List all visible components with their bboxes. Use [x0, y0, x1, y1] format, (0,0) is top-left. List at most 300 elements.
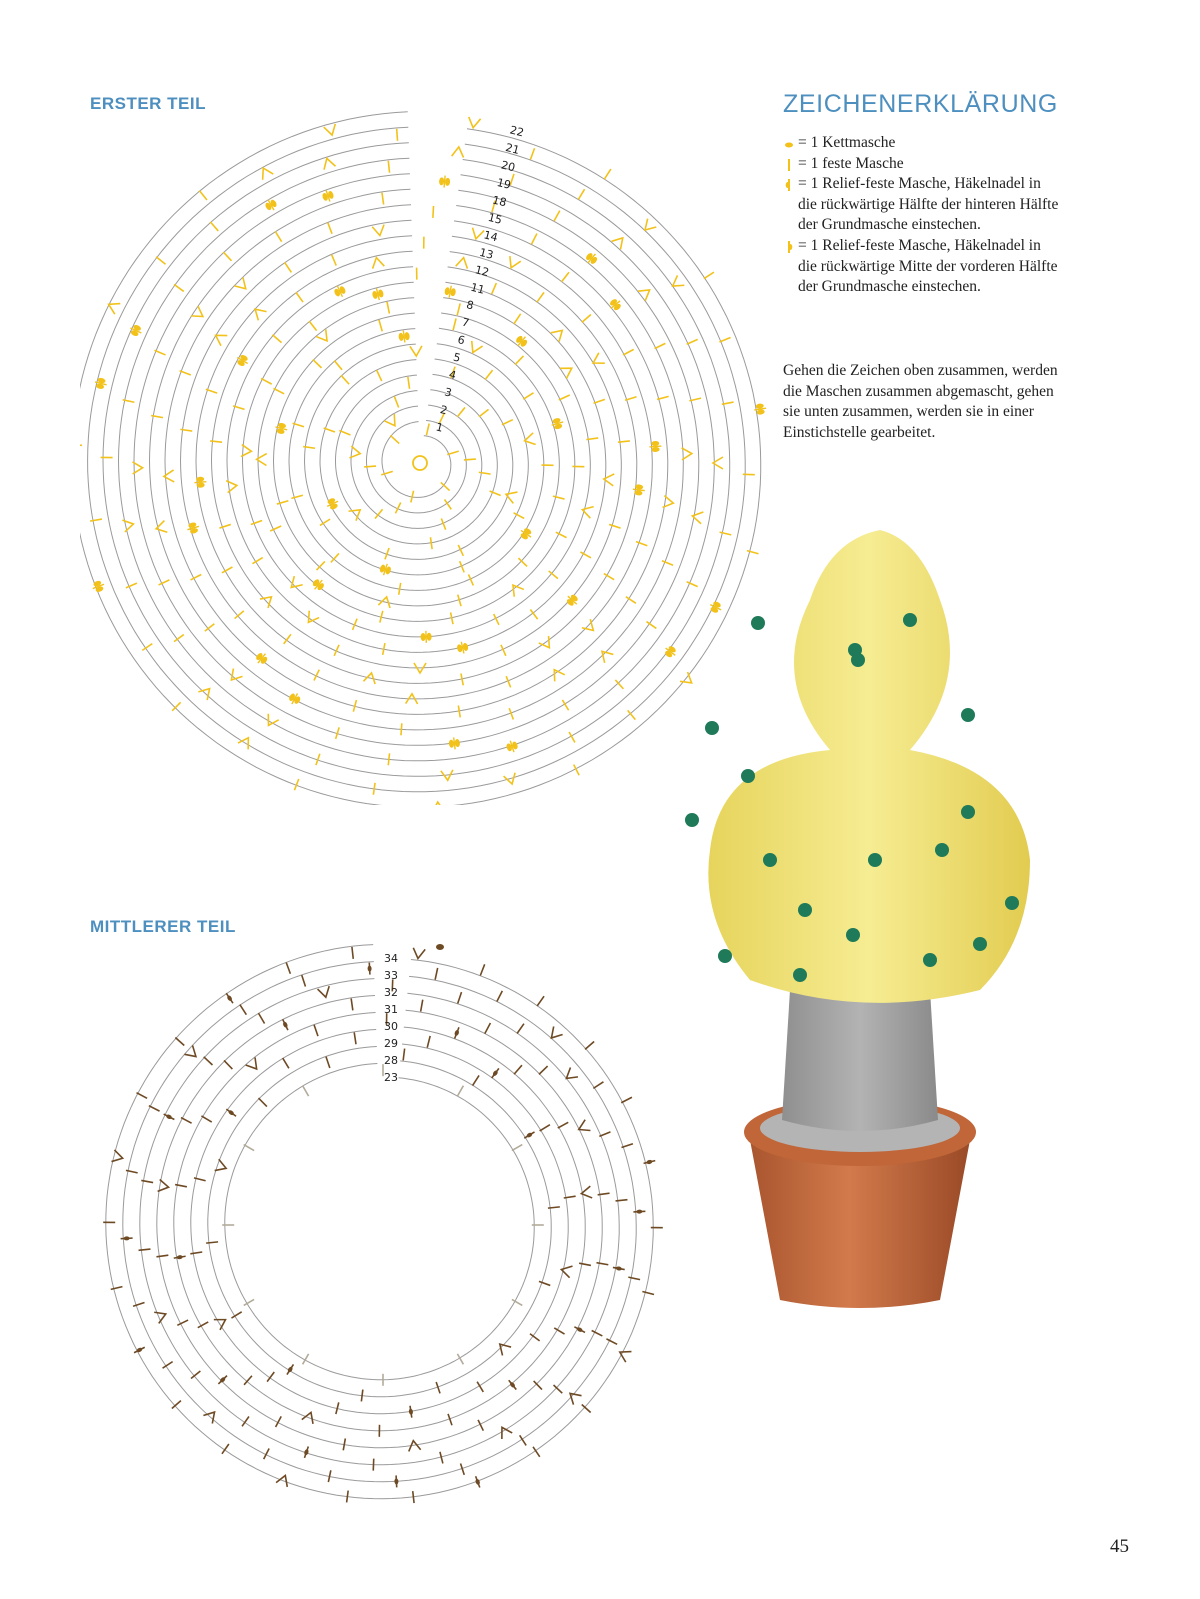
round-label: 20	[499, 158, 517, 175]
photo-crochet-tree	[680, 520, 1060, 1320]
legend-item-relief-hinten	[783, 174, 1063, 236]
inc-stitch	[566, 1389, 581, 1405]
chart1-stitches	[80, 117, 767, 805]
single-stitch	[539, 1066, 548, 1074]
dec-stitch	[551, 326, 566, 342]
bobble-stitch	[662, 644, 678, 660]
single-stitch	[464, 459, 476, 460]
inc-stitch	[318, 986, 332, 999]
single-stitch	[457, 303, 460, 315]
relief-stitch	[507, 1379, 518, 1391]
round-label: 19	[495, 175, 513, 192]
inc-stitch	[276, 1473, 291, 1487]
legend-list	[783, 133, 1063, 298]
single-stitch	[492, 283, 497, 294]
knot	[1005, 896, 1019, 910]
single-stitch	[80, 445, 82, 446]
round-ring	[227, 267, 606, 653]
inc-stitch	[598, 647, 614, 663]
section-title-erster-teil: ERSTER TEIL	[90, 94, 207, 113]
knot	[751, 616, 765, 630]
round-ring	[196, 236, 637, 684]
single-stitch	[625, 397, 636, 401]
single-stitch	[480, 964, 484, 975]
relief-stitch	[408, 1405, 414, 1417]
single-stitch	[377, 370, 382, 381]
single-stitch	[397, 129, 398, 141]
inc-stitch	[372, 225, 386, 237]
dec-stitch	[539, 636, 555, 651]
bobble-stitch	[607, 297, 623, 313]
single-stitch	[562, 272, 569, 281]
round-label: 3	[443, 385, 454, 400]
inc-stitch	[302, 1410, 317, 1424]
single-stitch	[594, 399, 605, 403]
foliage	[708, 530, 1030, 1003]
single-stitch	[291, 495, 303, 498]
single-stitch	[314, 1025, 318, 1036]
single-stitch	[361, 1390, 362, 1402]
single-stitch	[394, 396, 398, 407]
relief-stitch	[225, 992, 235, 1004]
dec-stitch	[663, 496, 675, 509]
round-label: 8	[464, 298, 475, 313]
single-stitch	[285, 262, 292, 272]
single-stitch	[277, 501, 289, 504]
single-stitch	[421, 1000, 423, 1012]
dec-stitch	[263, 714, 278, 729]
single-stitch	[190, 1252, 202, 1254]
single-stitch	[413, 1491, 414, 1503]
inc-stitch	[238, 735, 253, 750]
dec-stitch	[452, 146, 465, 157]
round-label: 31	[384, 1003, 398, 1016]
single-stitch	[347, 1491, 349, 1503]
single-stitch	[458, 705, 460, 717]
single-stitch	[604, 169, 611, 179]
round-ring	[165, 205, 668, 715]
single-stitch	[558, 1122, 568, 1128]
round-ring	[140, 979, 619, 1465]
section-title-mittlerer-teil: MITTLERER TEIL	[90, 917, 236, 936]
single-stitch	[502, 420, 513, 425]
single-stitch	[364, 466, 376, 467]
round-ring	[289, 329, 544, 591]
single-stitch	[261, 378, 272, 384]
dec-stitch	[638, 285, 653, 301]
bobble-stitch	[444, 285, 457, 299]
bobble-stitch	[448, 737, 460, 750]
round-ring	[181, 220, 653, 699]
single-stitch	[139, 1249, 151, 1250]
single-stitch	[341, 375, 349, 384]
single-stitch	[479, 409, 488, 416]
single-stitch	[408, 377, 410, 389]
round-ring	[258, 298, 575, 622]
round-label: 11	[469, 280, 487, 297]
single-stitch	[328, 223, 332, 234]
round-ring	[123, 962, 636, 1482]
single-stitch	[390, 435, 399, 443]
single-stitch	[313, 360, 322, 368]
single-stitch	[111, 1287, 123, 1290]
relief-stitch	[285, 1363, 295, 1375]
single-stitch	[485, 1023, 491, 1034]
single-stitch	[399, 583, 401, 595]
single-stitch	[599, 1132, 610, 1137]
single-stitch	[272, 335, 281, 343]
round-label: 29	[384, 1037, 398, 1050]
single-stitch	[210, 441, 222, 442]
dec-stitch	[582, 619, 598, 635]
single-stitch	[309, 321, 316, 330]
inc-stitch	[432, 802, 445, 805]
single-stitch	[199, 191, 207, 200]
inc-stitch	[226, 480, 237, 493]
single-stitch	[517, 1024, 524, 1034]
single-stitch	[687, 339, 698, 344]
dec-stitch	[456, 256, 470, 268]
round-ring	[305, 344, 529, 575]
single-stitch	[582, 314, 591, 322]
single-stitch	[433, 206, 434, 218]
single-stitch	[223, 252, 231, 261]
bobble-stitch	[398, 330, 410, 343]
inc-stitch	[246, 1057, 262, 1072]
single-stitch	[479, 472, 491, 474]
magic-ring-icon	[413, 456, 427, 470]
knot	[868, 853, 882, 867]
single-stitch	[531, 234, 536, 245]
knot	[741, 769, 755, 783]
single-stitch	[258, 1098, 266, 1107]
round-ring	[119, 158, 715, 761]
single-stitch	[258, 1013, 264, 1023]
single-stitch	[537, 996, 544, 1006]
relief-stitch	[453, 1027, 461, 1040]
knot	[961, 708, 975, 722]
legend-item-feste-masche	[783, 154, 1063, 175]
inc-stitch	[523, 433, 535, 447]
single-stitch	[379, 320, 382, 332]
knot	[718, 949, 732, 963]
round-ring	[191, 1030, 568, 1414]
chart1-rings	[80, 112, 761, 805]
single-stitch	[655, 343, 666, 348]
inc-stitch	[580, 1186, 592, 1199]
inc-stitch	[260, 592, 275, 608]
relief-vorne-icon	[783, 238, 797, 254]
round-label: 22	[508, 123, 526, 140]
knot	[846, 928, 860, 942]
relief-stitch	[490, 1067, 500, 1079]
round-label: 6	[456, 333, 467, 348]
single-stitch	[530, 1334, 540, 1341]
single-stitch	[514, 1065, 522, 1074]
bobble-stitch	[505, 739, 519, 754]
bobble-stitch	[332, 284, 347, 300]
kettmasche-icon	[783, 135, 797, 151]
single-stitch	[156, 257, 165, 264]
single-stitch	[461, 674, 463, 686]
single-stitch	[579, 1263, 591, 1265]
round-ring	[103, 140, 730, 777]
inc-stitch	[324, 124, 338, 137]
single-stitch	[302, 975, 306, 986]
single-stitch	[174, 635, 184, 642]
single-stitch	[621, 1097, 632, 1102]
dec-stitch	[504, 773, 518, 786]
legend-text: = 1 Relief-feste Masche, Häkelnadel in die rückwärtige Mitte der vorderen Hälfte der Grundmasche einstechen.	[798, 236, 1058, 296]
knot	[798, 903, 812, 917]
single-stitch	[133, 1303, 144, 1307]
inc-stitch	[203, 1408, 219, 1423]
single-stitch	[181, 1118, 192, 1124]
relief-stitch	[173, 1254, 185, 1260]
bobble-stitch	[584, 250, 600, 266]
relief-stitch	[217, 1374, 228, 1385]
kettmasche-icon	[436, 944, 444, 950]
single-stitch	[334, 361, 342, 370]
single-stitch	[704, 272, 714, 279]
single-stitch	[593, 1082, 603, 1089]
single-stitch	[559, 395, 570, 400]
bobble-stitch	[194, 476, 207, 488]
inc-stitch	[508, 581, 524, 596]
single-stitch	[540, 1125, 550, 1131]
dec-stitch	[287, 576, 303, 592]
single-stitch	[339, 430, 350, 434]
bobble-stitch	[91, 579, 106, 594]
round-label: 14	[482, 228, 500, 245]
single-stitch	[585, 1041, 594, 1049]
round-label: 1	[434, 420, 445, 435]
single-stitch	[180, 371, 191, 375]
single-stitch	[512, 1145, 522, 1151]
single-stitch	[497, 991, 502, 1002]
single-stitch	[275, 232, 281, 242]
dec-stitch	[251, 305, 266, 321]
single-stitch	[553, 496, 565, 499]
single-stitch	[628, 1277, 640, 1279]
knot	[851, 653, 865, 667]
dec-stitch	[227, 668, 243, 683]
round-label: 18	[491, 193, 508, 210]
single-stitch	[283, 1058, 289, 1068]
inc-stitch	[316, 329, 332, 344]
single-stitch	[523, 393, 533, 399]
bobble-stitch	[550, 417, 565, 431]
single-stitch	[244, 1145, 254, 1151]
single-stitch	[381, 471, 392, 475]
single-stitch	[156, 1255, 168, 1257]
single-stitch	[286, 962, 290, 973]
single-stitch	[537, 292, 544, 302]
round-label: 4	[447, 367, 458, 383]
legend-heading: ZEICHENERKLÄRUNG	[783, 90, 1058, 118]
single-stitch	[296, 292, 303, 302]
chart-erster-teil	[80, 105, 780, 805]
relief-stitch	[394, 1475, 399, 1487]
round-label: 13	[477, 245, 495, 262]
round-label: 7	[460, 315, 471, 330]
inc-stitch	[234, 277, 250, 293]
round-label: 33	[384, 969, 398, 982]
inc-stitch	[184, 1045, 199, 1061]
round-label: 28	[384, 1054, 398, 1067]
round-label: 15	[486, 210, 504, 227]
knot	[705, 721, 719, 735]
bobble-stitch	[518, 526, 534, 542]
bobble-stitch	[456, 641, 469, 655]
knot	[903, 613, 917, 627]
relief-stitch	[523, 1130, 535, 1140]
inc-stitch	[412, 948, 425, 959]
round-ring	[80, 112, 761, 805]
knot	[685, 813, 699, 827]
single-stitch	[387, 302, 389, 314]
single-stitch	[401, 723, 402, 735]
round-label: 2	[438, 402, 449, 418]
round-ring	[320, 360, 513, 560]
single-stitch	[719, 338, 730, 342]
dec-stitch	[612, 234, 628, 249]
single-stitch	[578, 189, 584, 199]
dec-stitch	[370, 256, 384, 268]
page-number: 45	[1110, 1536, 1129, 1557]
inc-stitch	[198, 685, 214, 700]
chart1-round-labels	[434, 123, 525, 434]
single-stitch	[427, 1036, 430, 1048]
single-stitch	[426, 424, 429, 436]
single-stitch	[473, 1075, 479, 1085]
chart2-rings	[106, 945, 653, 1499]
single-stitch	[354, 1032, 356, 1044]
single-stitch	[210, 222, 218, 231]
single-stitch	[352, 947, 353, 959]
single-stitch	[332, 255, 337, 266]
round-label: 12	[473, 263, 491, 280]
single-stitch	[383, 643, 385, 655]
single-stitch	[137, 1093, 148, 1099]
bobble-stitch	[514, 333, 530, 349]
single-stitch	[554, 211, 560, 221]
single-stitch	[326, 1057, 330, 1068]
inc-stitch	[590, 353, 605, 368]
inc-stitch	[467, 117, 480, 129]
knot	[961, 805, 975, 819]
single-stitch	[382, 193, 384, 205]
single-stitch	[204, 1057, 213, 1065]
inc-stitch	[122, 518, 134, 532]
single-stitch	[457, 407, 465, 416]
bobble-stitch	[263, 197, 279, 213]
round-ring	[88, 127, 746, 792]
single-stitch	[240, 1005, 247, 1015]
round-label: 5	[451, 350, 462, 365]
single-stitch	[388, 753, 389, 765]
single-stitch	[351, 998, 353, 1010]
round-label: 30	[384, 1020, 398, 1033]
relief-stitch	[613, 1265, 626, 1271]
knot	[763, 853, 777, 867]
knot	[923, 953, 937, 967]
round-label: 32	[384, 986, 398, 999]
chart-mittlerer-teil	[100, 935, 680, 1515]
single-stitch	[90, 519, 102, 521]
inc-stitch	[214, 1314, 229, 1329]
feste-masche-icon	[783, 156, 797, 172]
bobble-stitch	[420, 631, 431, 643]
single-stitch	[303, 1086, 309, 1096]
note-text: Gehen die Zeichen oben zusammen, werden die Maschen zusammen abgemascht, gehen sie unten zusammen, werden sie in einer Einstichstelle gearbeitet.	[783, 362, 1058, 441]
inc-stitch	[349, 505, 364, 521]
legend-text: = 1 Relief-feste Masche, Häkelnadel in die rückwärtige Hälfte der hinteren Hälfte der Grundmasche einstechen.	[798, 175, 1059, 234]
single-stitch	[453, 318, 456, 330]
bobble-stitch	[564, 592, 580, 608]
relief-stitch	[225, 1108, 237, 1118]
knot	[793, 968, 807, 982]
knot	[935, 843, 949, 857]
round-ring	[225, 1064, 534, 1380]
bobble-stitch	[378, 562, 392, 577]
round-label: 21	[504, 140, 521, 157]
single-stitch	[458, 992, 462, 1003]
single-stitch	[514, 314, 521, 324]
single-stitch	[154, 350, 165, 355]
single-stitch	[251, 520, 262, 524]
bobble-stitch	[439, 175, 451, 188]
single-stitch	[219, 524, 230, 528]
single-stitch	[206, 1242, 218, 1243]
bobble-stitch	[632, 484, 645, 496]
legend-text: = 1 feste Masche	[798, 154, 904, 172]
bobble-stitch	[186, 521, 201, 535]
inc-stitch	[669, 275, 684, 291]
inc-stitch	[563, 1067, 578, 1083]
single-stitch	[447, 451, 458, 455]
single-stitch	[403, 1049, 404, 1061]
inc-stitch	[547, 1026, 563, 1041]
legend-text: = 1 Kettmasche	[798, 134, 896, 151]
single-stitch	[343, 1438, 345, 1450]
round-label: 23	[384, 1071, 398, 1084]
legend-item-kettmasche	[783, 133, 1063, 154]
single-stitch	[604, 574, 614, 580]
bobble-stitch	[287, 691, 302, 707]
knot	[973, 937, 987, 951]
round-label: 34	[384, 952, 398, 965]
bobble-stitch	[128, 323, 144, 338]
single-stitch	[485, 370, 492, 379]
round-ring	[243, 282, 591, 637]
single-stitch	[174, 284, 184, 291]
single-stitch	[224, 1060, 232, 1069]
single-stitch	[201, 1116, 211, 1122]
single-stitch	[457, 1086, 463, 1096]
round-ring	[134, 174, 699, 746]
inc-stitch	[384, 414, 400, 429]
single-stitch	[430, 537, 432, 549]
single-stitch	[642, 1292, 654, 1295]
relief-stitch	[121, 1236, 133, 1241]
legend-item-relief-vorne	[783, 236, 1063, 298]
single-stitch	[273, 388, 284, 393]
trunk	[782, 990, 938, 1131]
relief-hinten-icon	[783, 176, 797, 192]
single-stitch	[596, 1263, 608, 1265]
dec-stitch	[258, 165, 273, 179]
